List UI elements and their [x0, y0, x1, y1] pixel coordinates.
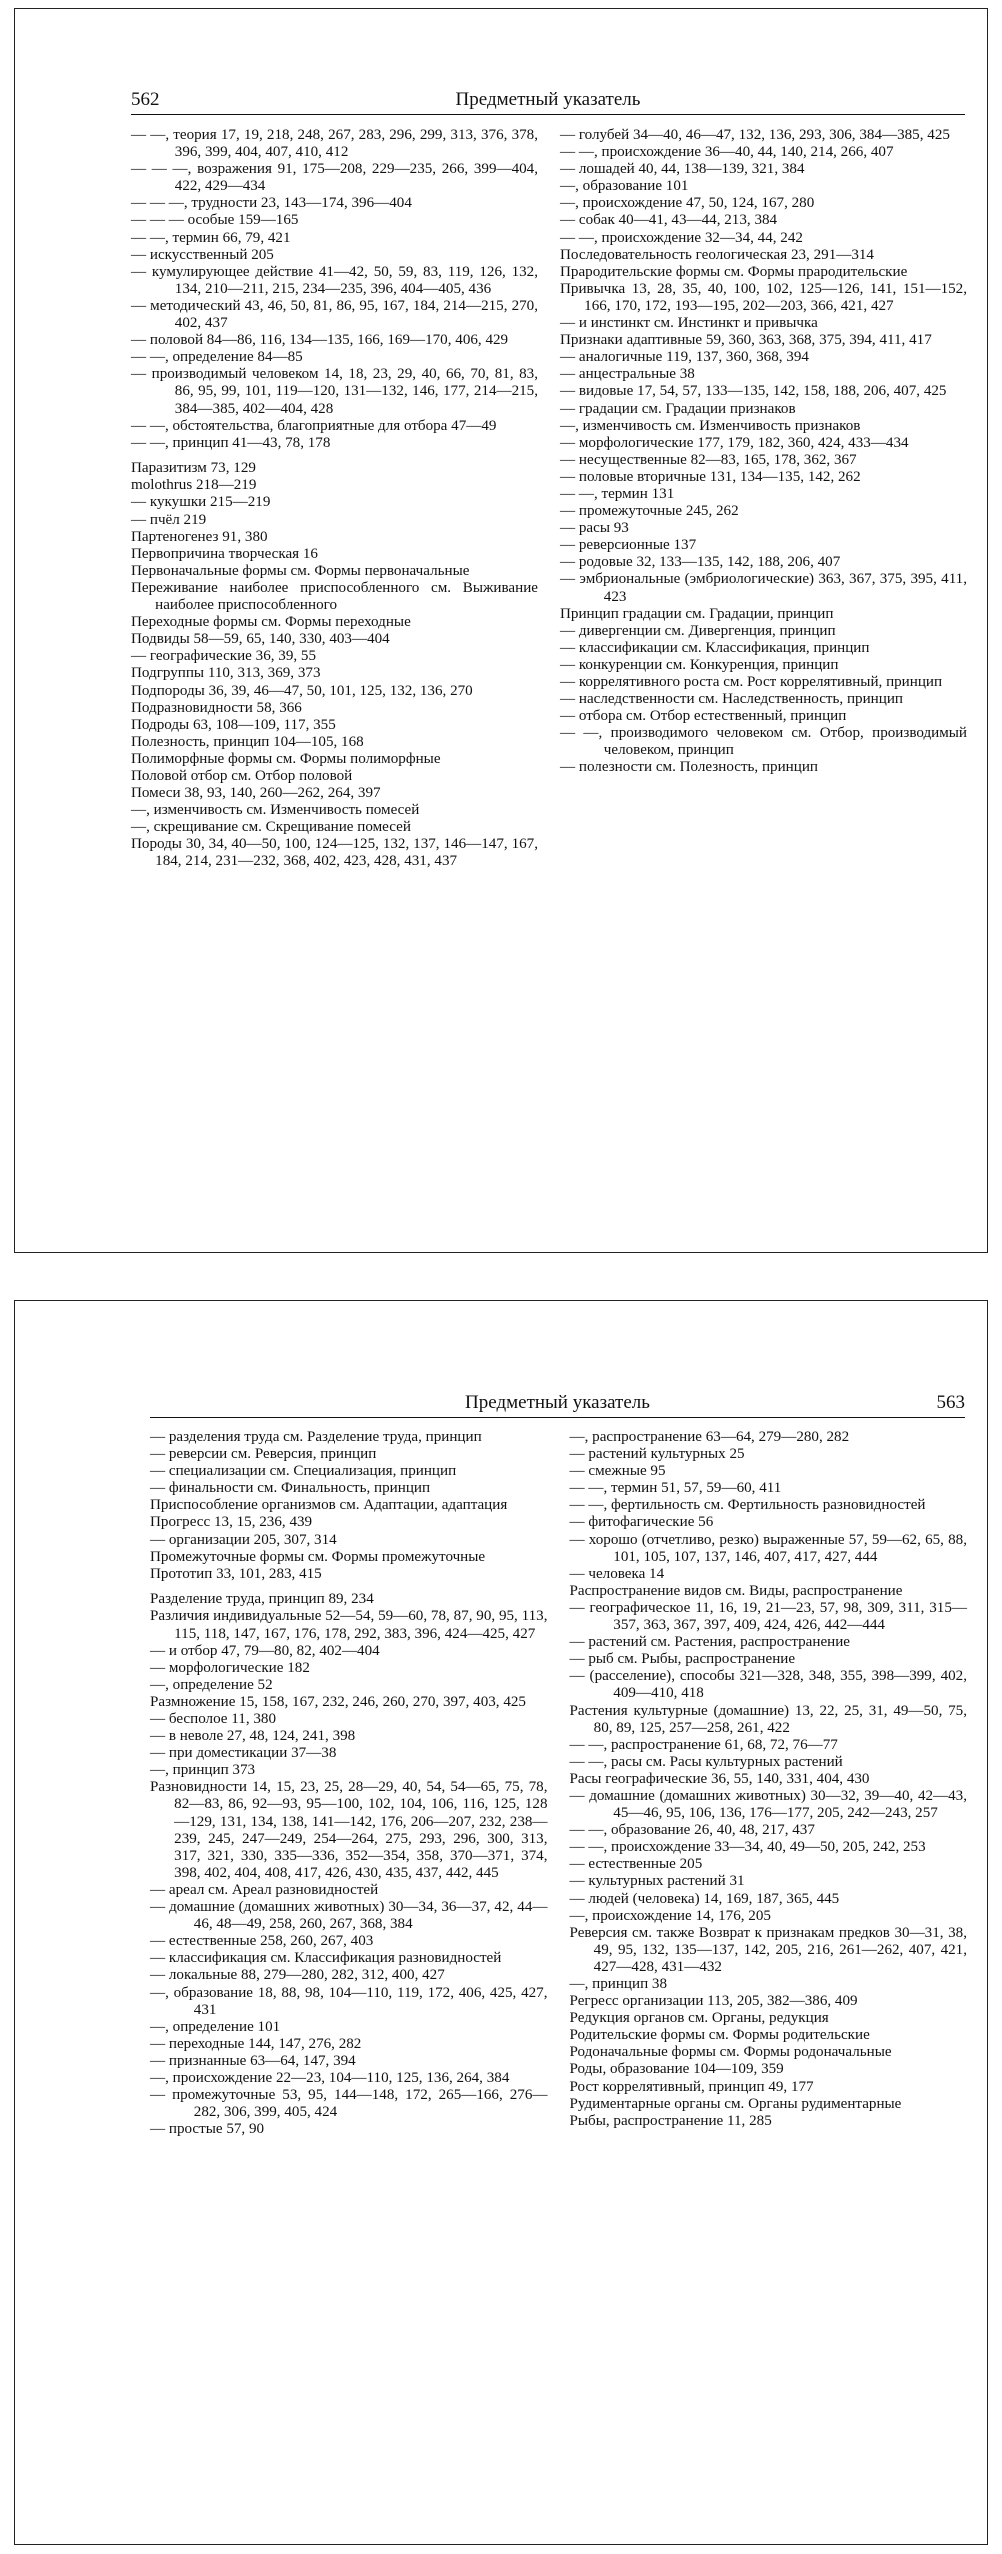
index-entry: — и инстинкт см. Инстинкт и привычка — [560, 315, 818, 332]
index-entry: —, принцип 38 — [569, 1976, 668, 1992]
page-number: 563 — [936, 1392, 965, 1413]
index-entry: —, происхождение 22—23, 104—110, 125, 136, 264, 384 — [150, 2069, 510, 2086]
index-entry: — голубей 34—40, 46—47, 132, 136, 293, 306, 384—385, 425 — [560, 127, 950, 143]
running-header — [150, 1387, 965, 1418]
index-entry: — рыб см. Рыбы, распространение — [569, 1651, 796, 1668]
index-entry: — —, обстоятельства, благоприятные для отбора 47—49 — [131, 417, 497, 434]
index-entry: Половой отбор см. Отбор половой — [131, 767, 353, 784]
index-entry: — географическое 11, 16, 19, 21—23, 57, 98, 309, 311, 315—357, 363, 367, 397, 409, 424, 426, 442—444 — [569, 1599, 967, 1634]
index-entry: Реверсия см. также Возврат к признакам предков 30—31, 38, 49, 95, 132, 135—137, 142, 205, 216, 261—262, 407, 421, 427—428, 431—432 — [569, 1924, 967, 1975]
index-entry: —, происхождение 47, 50, 124, 167, 280 — [560, 195, 815, 212]
index-entry: —, скрещивание см. Скрещивание помесей — [131, 819, 411, 836]
index-entry: — смежные 95 — [569, 1463, 666, 1480]
index-columns — [150, 1429, 967, 2138]
index-entry: — переходные 144, 147, 276, 282 — [150, 2035, 362, 2052]
index-entry: Редукция органов см. Органы, редукция — [569, 2010, 829, 2027]
index-entry: Признаки адаптивные 59, 360, 363, 368, 375, 394, 411, 417 — [560, 332, 932, 349]
index-entry: — собак 40—41, 43—44, 213, 384 — [560, 212, 778, 229]
index-entry: Размножение 15, 158, 167, 232, 246, 260, 270, 397, 403, 425 — [150, 1693, 526, 1710]
index-entry: —, образование 18, 88, 98, 104—110, 119, 172, 406, 425, 427, 431 — [150, 1984, 548, 2018]
index-entry: —, определение 52 — [150, 1676, 273, 1693]
index-entry: Разделение труда, принцип 89, 234 — [150, 1591, 374, 1608]
index-entry: — лошадей 40, 44, 138—139, 321, 384 — [560, 161, 805, 178]
index-entry: — и отбор 47, 79—80, 82, 402—404 — [150, 1642, 380, 1659]
index-entry: — финальности см. Финальность, принцип — [150, 1480, 431, 1497]
index-entry: — —, происхождение 33—34, 40, 49—50, 205, 242, 253 — [569, 1839, 926, 1856]
index-column-right — [560, 127, 967, 871]
index-entry: — родовые 32, 133—135, 142, 188, 206, 407 — [560, 554, 841, 571]
index-entry: —, распространение 63—64, 279—280, 282 — [569, 1429, 850, 1445]
index-entry: — (расселение), способы 321—328, 348, 355, 398—399, 402, 409—410, 418 — [569, 1668, 967, 1702]
index-entry: — морфологические 182 — [150, 1659, 310, 1676]
index-entry: — ареал см. Ареал разновидностей — [150, 1881, 379, 1898]
index-entry: — видовые 17, 54, 57, 133—135, 142, 158, 188, 206, 407, 425 — [560, 383, 947, 400]
index-entry: — анцестральные 38 — [560, 366, 695, 383]
index-entry: Распространение видов см. Виды, распространение — [569, 1582, 903, 1599]
index-entry: molothrus 218—219 — [131, 477, 257, 494]
index-entry: — классификации см. Классификация, принцип — [560, 639, 870, 656]
index-entry: — половой 84—86, 116, 134—135, 166, 169—170, 406, 429 — [131, 332, 509, 349]
index-entry: Разновидности 14, 15, 23, 25, 28—29, 40, 54, 54—65, 75, 78, 82—83, 86, 92—93, 95—100, 102, 104, 106, 116, 125, 128—129, 131, 134, 138, 141—142, 176, 206—207, 232, 238—239, 245, 247—249, 254—264, 275, 293, 296, 300, 313, 317, 321, 330, 335—336, 352—354, 358, 370—371, 374, 398, 402, 404, 408, 417, 426, 430, 435, 437, 442, 445 — [150, 1779, 548, 1881]
index-entry: — —, термин 131 — [560, 485, 675, 502]
index-entry: — — — особые 159—165 — [131, 212, 299, 229]
index-entry: — реверсии см. Реверсия, принцип — [150, 1446, 377, 1463]
index-entry: Подвиды 58—59, 65, 140, 330, 403—404 — [131, 631, 390, 648]
running-title: Предметный указатель — [465, 1392, 650, 1413]
index-entry: Породы 30, 34, 40—50, 100, 124—125, 132, 137, 146—147, 167, 184, 214, 231—232, 368, 402, 423, 428, 431, 437 — [131, 836, 538, 870]
index-entry: — человека 14 — [569, 1565, 665, 1582]
index-entry: — локальные 88, 279—280, 282, 312, 400, 427 — [150, 1967, 445, 1984]
index-entry: Прогресс 13, 15, 236, 439 — [150, 1514, 313, 1531]
index-column-left — [150, 1429, 548, 2138]
index-entry: — полезности см. Полезность, принцип — [560, 759, 818, 776]
index-entry: Полезность, принцип 104—105, 168 — [131, 733, 364, 750]
index-entry: — специализации см. Специализация, принцип — [150, 1463, 457, 1480]
index-entry: Растения культурные (домашние) 13, 22, 25, 31, 49—50, 75, 80, 89, 125, 257—258, 261, 422 — [569, 1702, 967, 1736]
index-entry: Роды, образование 104—109, 359 — [569, 2061, 784, 2078]
index-entry: Родительские формы см. Формы родительские — [569, 2027, 870, 2044]
index-entry: — культурных растений 31 — [569, 1873, 745, 1890]
index-entry: — промежуточные 245, 262 — [560, 503, 739, 520]
index-entry: Регресс организации 113, 205, 382—386, 409 — [569, 1993, 858, 2010]
index-entry: — половые вторичные 131, 134—135, 142, 262 — [560, 468, 861, 485]
index-entry: —, образование 101 — [560, 178, 689, 195]
index-column-right — [570, 1429, 968, 2138]
index-entry: — фитофагические 56 — [569, 1514, 714, 1531]
index-entry: — —, образование 26, 40, 48, 217, 437 — [569, 1822, 815, 1839]
index-page-563 — [14, 1300, 988, 2545]
index-entry: Партеногенез 91, 380 — [131, 528, 268, 545]
index-entry: — — —, трудности 23, 143—174, 396—404 — [131, 195, 412, 212]
index-entry: Рост коррелятивный, принцип 49, 177 — [569, 2078, 814, 2095]
index-entry: Подпороды 36, 39, 46—47, 50, 101, 125, 132, 136, 270 — [131, 682, 473, 699]
index-entry: —, определение 101 — [150, 2018, 281, 2035]
index-entry: — —, происхождение 36—40, 44, 140, 214, 266, 407 — [560, 144, 894, 161]
index-entry: — —, расы см. Расы культурных растений — [569, 1753, 843, 1770]
index-entry: — эмбриональные (эмбриологические) 363, 367, 375, 395, 411, 423 — [560, 571, 967, 605]
index-entry: — конкуренции см. Конкуренция, принцип — [560, 656, 839, 673]
index-entry: — простые 57, 90 — [150, 2121, 265, 2138]
index-entry: — —, распространение 61, 68, 72, 76—77 — [569, 1736, 838, 1753]
index-entry: — расы 93 — [560, 520, 629, 537]
index-page-562 — [14, 8, 988, 1253]
running-header — [131, 84, 965, 115]
index-entry: Различия индивидуальные 52—54, 59—60, 78, 87, 90, 95, 113, 115, 118, 147, 167, 176, 178, 292, 383, 396, 424—425, 427 — [150, 1608, 548, 1642]
index-entry: Подразновидности 58, 366 — [131, 699, 302, 716]
index-entry: — домашние (домашних животных) 30—32, 39—40, 42—43, 45—46, 95, 106, 136, 176—177, 205, 242—243, 257 — [569, 1787, 967, 1822]
index-entry: — —, термин 66, 79, 421 — [131, 229, 291, 246]
index-entry: Подроды 63, 108—109, 117, 355 — [131, 716, 336, 733]
index-entry: — кукушки 215—219 — [131, 494, 271, 511]
index-column-left — [131, 127, 538, 871]
index-entry: Прототип 33, 101, 283, 415 — [150, 1565, 322, 1582]
index-entry: — хорошо (отчетливо, резко) выраженные 57, 59—62, 65, 88, 101, 105, 107, 137, 146, 407, 417, 427, 444 — [569, 1531, 967, 1565]
index-entry: — наследственности см. Наследственность, принцип — [560, 691, 903, 708]
index-entry: — искусственный 205 — [131, 246, 274, 263]
index-entry: — —, фертильность см. Фертильность разновидностей — [569, 1497, 926, 1514]
index-entry: — при доместикации 37—38 — [150, 1745, 337, 1762]
index-entry: — —, происхождение 32—34, 44, 242 — [560, 229, 803, 246]
index-entry: — несущественные 82—83, 165, 178, 362, 367 — [560, 451, 857, 468]
index-entry: Промежуточные формы см. Формы промежуточные — [150, 1548, 486, 1565]
index-entry: Расы географические 36, 55, 140, 331, 404, 430 — [569, 1770, 870, 1787]
index-entry: — реверсионные 137 — [560, 537, 697, 554]
index-entry: — в неволе 27, 48, 124, 241, 398 — [150, 1728, 356, 1745]
index-entry: — методический 43, 46, 50, 81, 86, 95, 167, 184, 214—215, 270, 402, 437 — [131, 297, 538, 332]
index-entry: — людей (человека) 14, 169, 187, 365, 445 — [569, 1890, 840, 1907]
index-entry: — растений культурных 25 — [569, 1446, 745, 1463]
index-entry: —, происхождение 14, 176, 205 — [569, 1907, 771, 1924]
index-entry: Переживание наиболее приспособленного см. Выживание наиболее приспособленного — [131, 579, 538, 614]
index-entry: — морфологические 177, 179, 182, 360, 424, 433—434 — [560, 434, 909, 451]
index-entry: — географические 36, 39, 55 — [131, 648, 317, 665]
index-columns — [131, 127, 967, 871]
index-entry: Помеси 38, 93, 140, 260—262, 264, 397 — [131, 785, 381, 802]
index-entry: Паразитизм 73, 129 — [131, 460, 256, 477]
index-entry: — —, термин 51, 57, 59—60, 411 — [569, 1480, 782, 1497]
index-entry: — отбора см. Отбор естественный, принцип — [560, 708, 847, 725]
index-entry: — естественные 258, 260, 267, 403 — [150, 1933, 374, 1950]
index-entry: Переходные формы см. Формы переходные — [131, 614, 411, 631]
index-entry: — промежуточные 53, 95, 144—148, 172, 265—166, 276—282, 306, 399, 405, 424 — [150, 2087, 548, 2121]
index-entry: — —, производимого человеком см. Отбор, производимый человеком, принцип — [560, 725, 967, 759]
index-entry: — коррелятивного роста см. Рост коррелятивный, принцип — [560, 674, 943, 690]
index-entry: —, изменчивость см. Изменчивость помесей — [131, 802, 420, 819]
index-entry: Прародительские формы см. Формы прародительские — [560, 263, 908, 280]
index-entry: — дивергенции см. Дивергенция, принцип — [560, 622, 836, 639]
index-entry: — пчёл 219 — [131, 511, 207, 528]
index-entry: — растений см. Растения, распространение — [569, 1634, 850, 1651]
index-entry: — —, теория 17, 19, 218, 248, 267, 283, 296, 299, 313, 376, 378, 396, 399, 404, 407, 410, 412 — [131, 127, 538, 161]
index-entry: — домашние (домашних животных) 30—34, 36—37, 42, 44—46, 48—49, 258, 260, 267, 368, 384 — [150, 1899, 548, 1933]
index-entry: Рыбы, распространение 11, 285 — [569, 2112, 772, 2129]
index-entry: — — —, возражения 91, 175—208, 229—235, 266, 399—404, 422, 429—434 — [131, 161, 538, 195]
index-entry: — разделения труда см. Разделение труда, принцип — [150, 1429, 482, 1445]
index-entry: — градации см. Градации признаков — [560, 400, 796, 417]
index-entry: — —, определение 84—85 — [131, 349, 303, 366]
index-entry: — естественные 205 — [569, 1856, 703, 1873]
index-entry: Первоначальные формы см. Формы первоначальные — [131, 562, 470, 579]
index-entry: Последовательность геологическая 23, 291—314 — [560, 246, 874, 263]
index-entry: Принцип градации см. Градации, принцип — [560, 605, 834, 622]
index-entry: — организации 205, 307, 314 — [150, 1531, 337, 1548]
index-entry: Родоначальные формы см. Формы родоначальные — [569, 2044, 892, 2061]
index-entry: Приспособление организмов см. Адаптации, адаптация — [150, 1497, 508, 1514]
index-entry: — кумулирующее действие 41—42, 50, 59, 83, 119, 126, 132, 134, 210—211, 215, 234—235, 396, 404—405, 436 — [131, 263, 538, 297]
index-entry: Полиморфные формы см. Формы полиморфные — [131, 750, 441, 767]
index-entry: —, принцип 373 — [150, 1762, 256, 1779]
index-entry: — аналогичные 119, 137, 360, 368, 394 — [560, 349, 809, 366]
index-entry: — —, принцип 41—43, 78, 178 — [131, 434, 331, 451]
index-entry: Подгруппы 110, 313, 369, 373 — [131, 665, 321, 682]
running-title: Предметный указатель — [455, 89, 641, 110]
index-entry: — бесполое 11, 380 — [150, 1711, 277, 1727]
index-entry: — классификация см. Классификация разновидностей — [150, 1950, 502, 1967]
index-entry: Рудиментарные органы см. Органы рудиментарные — [569, 2095, 902, 2112]
index-entry: — производимый человеком 14, 18, 23, 29, 40, 66, 70, 81, 83, 86, 95, 99, 101, 119—120, 131—132, 146, 177, 214—215, 384—385, 402—404, 428 — [131, 366, 538, 417]
index-entry: — признанные 63—64, 147, 394 — [150, 2052, 356, 2069]
index-entry: Привычка 13, 28, 35, 40, 100, 102, 125—126, 141, 151—152, 166, 170, 172, 193—195, 202—203, 366, 421, 427 — [560, 280, 967, 314]
index-entry: Первопричина творческая 16 — [131, 545, 318, 562]
page-number: 562 — [131, 89, 160, 110]
index-entry: —, изменчивость см. Изменчивость признаков — [560, 417, 861, 434]
